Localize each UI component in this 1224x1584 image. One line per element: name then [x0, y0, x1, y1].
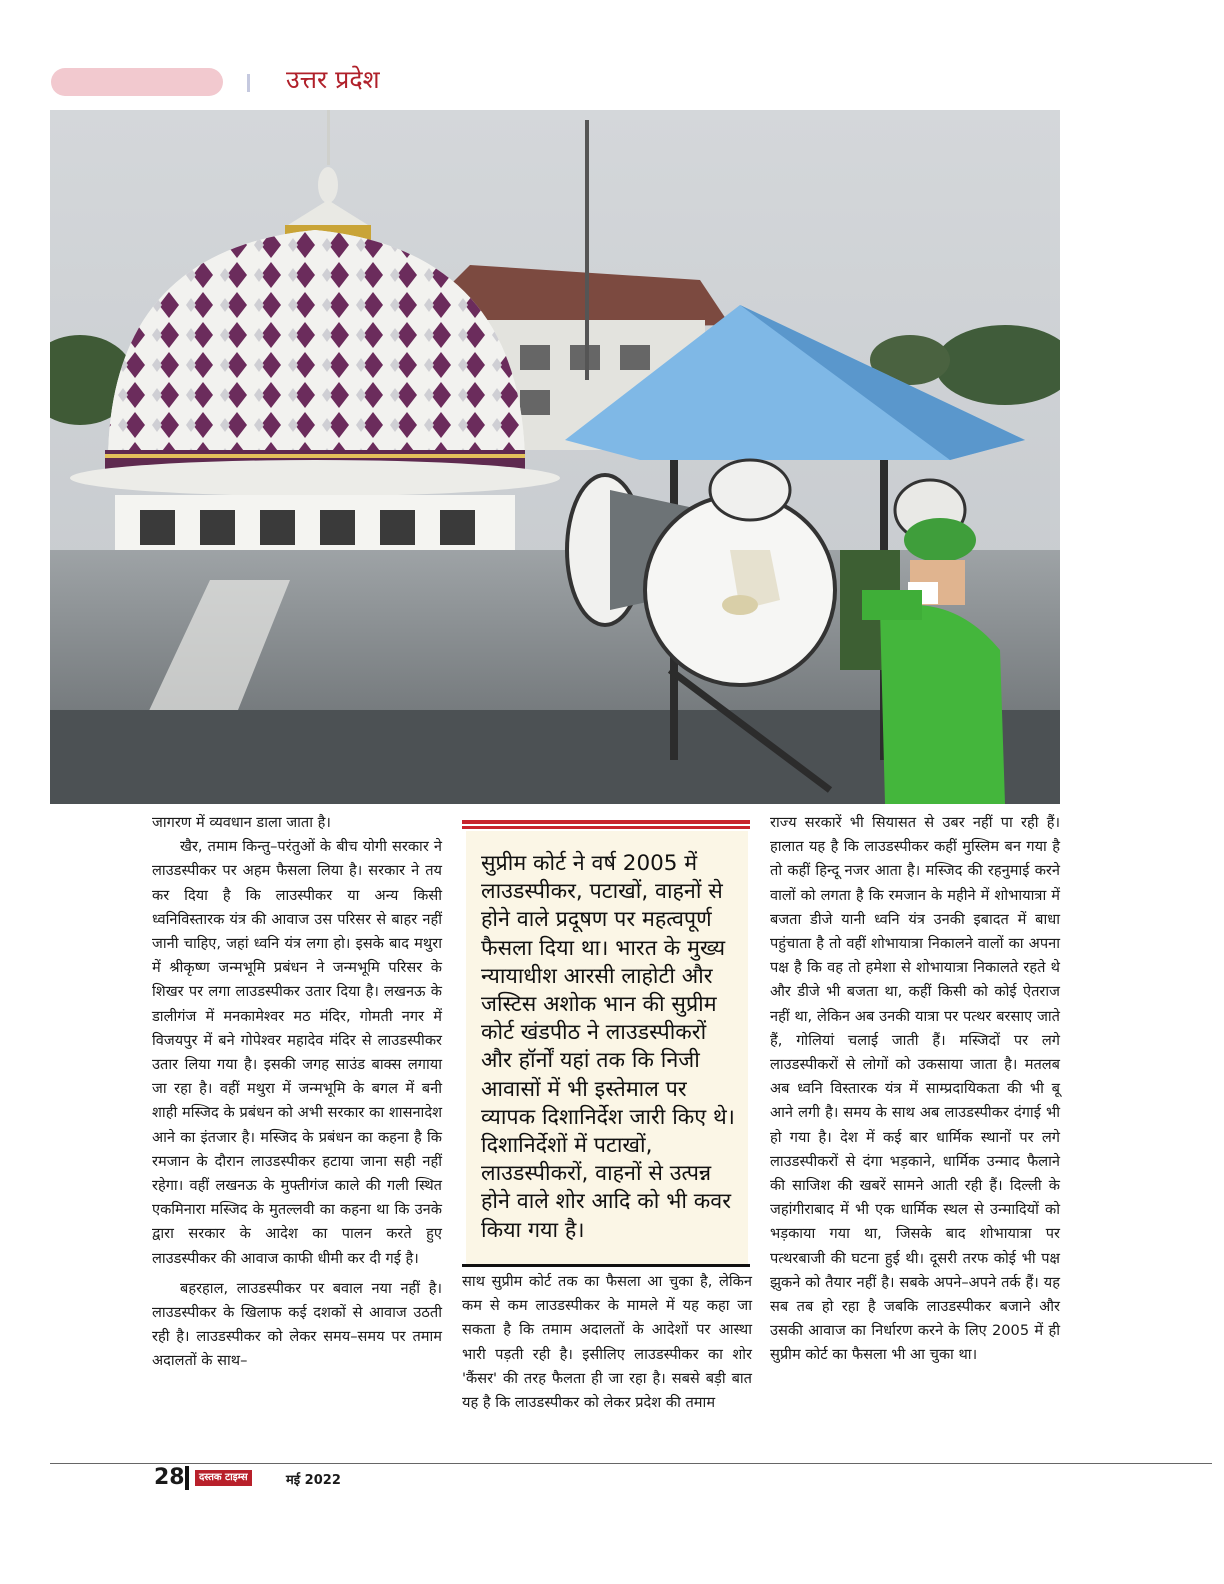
header-tab-pill	[51, 68, 223, 96]
article-photo	[50, 110, 1060, 804]
article-column-3	[770, 811, 1060, 1368]
magazine-logo: दस्तक टाइम्स	[195, 1470, 252, 1486]
article-column-2	[462, 1270, 752, 1415]
paragraph: राज्य सरकारें भी सियासत से उबर नहीं पा रही हैं। हालात यह है कि लाउडस्पीकर कहीं मुस्लिम बन गया है तो कहीं हिन्दू नजर आता है। मस्जिद की रहनुमाई करने वालों को लगता है कि रमजान के महीने में शोभायात्रा में बजता डीजे यानी ध्वनि यंत्र उनकी इबादत में बाधा पहुंचाता है तो वहीं शोभायात्रा निकालने वालों का अपना पक्ष है कि वह तो हमेशा से शोभायात्रा निकालते रहते थे और डीजे भी बजता था, कहीं किसी को कोई ऐतराज नहीं था, लेकिन अब उनकी यात्रा पर पत्थर बरसाए जाते हैं, गोलियां चलाई जाती हैं। मस्जिदों पर लगे लाउडस्पीकरों से लोगों को उकसाया जाता है। मतलब अब ध्वनि विस्तारक यंत्र में साम्प्रदायिकता की भी बू आने लगी है। समय के साथ अब लाउडस्पीकर दंगाई भी हो गया है। देश में कई बार धार्मिक स्थानों पर लगे लाउडस्पीकरों से दंगा भड़काने, धार्मिक उन्माद फैलाने की साजिश की खबरें सामने आती रही हैं। दिल्ली के जहांगीराबाद में भी एक धार्मिक स्थल से उन्मादियों को भड़काया गया था, जिसके बाद शोभायात्रा पर पत्थरबाजी की घटना हुई थी। दूसरी तरफ कोई भी पक्ष झुकने को तैयार नहीं है। सबके अपने–अपने तर्क हैं। यह सब तब हो रहा है जबकि लाउडस्पीकर बजाने और उसकी आवाज का निर्धारण करने के लिए 2005 में ही सुप्रीम कोर्ट का फैसला भी आ चुका था।	[770, 814, 1060, 1364]
footer-rule	[50, 1463, 1212, 1464]
pullquote-rule-top-thin	[462, 826, 750, 829]
article-column-1	[152, 811, 442, 1374]
paragraph: जागरण में व्यवधान डाला जाता है।	[152, 814, 331, 831]
paragraph: साथ सुप्रीम कोर्ट तक का फैसला आ चुका है, लेकिन कम से कम लाउडस्पीकर के मामले में यह कहा जा सकता है कि तमाम अदालतों के आदेशों पर आस्था भारी पड़ती रही है। इसीलिए लाउडस्पीकर का शोर 'कैंसर' की तरह फैलता ही जा रहा है। सबसे बड़ी बात यह है कि लाउडस्पीकर को लेकर प्रदेश की तमाम	[462, 1273, 752, 1412]
pullquote-text: सुप्रीम कोर्ट ने वर्ष 2005 में लाउडस्पीकर, पटाखों, वाहनों से होने वाले प्रदूषण पर महत्वपूर्ण फैसला दिया था। भारत के मुख्य न्यायाधीश आरसी लाहोटी और जस्टिस अशोक भान की सुप्रीम कोर्ट खंडपीठ ने लाउडस्पीकरों और हॉर्नों यहां तक कि निजी आवासों में भी इस्तेमाल पर व्यापक दिशानिर्देश जारी किए थे। दिशानिर्देशों में पटाखों, लाउडस्पीकरों, वाहनों से उत्पन्न होने वाले शोर आदि को भी कवर किया गया है।	[481, 851, 735, 1243]
page-number: 28	[154, 1465, 185, 1490]
header-separator	[247, 74, 250, 92]
section-title: उत्तर प्रदेश	[286, 65, 380, 94]
pullquote-rule-top	[462, 820, 750, 824]
footer-separator	[185, 1466, 189, 1490]
paragraph: बहरहाल, लाउडस्पीकर पर बवाल नया नहीं है। लाउडस्पीकर के खिलाफ कई दशकों से आवाज उठती रही है। लाउडस्पीकर को लेकर समय–समय पर तमाम अदालतों के साथ–	[152, 1279, 442, 1370]
paragraph: खैर, तमाम किन्तु–परंतुओं के बीच योगी सरकार ने लाउडस्पीकर पर अहम फैसला लिया है। सरकार ने तय कर दिया है कि लाउस्पीकर या अन्य किसी ध्वनिविस्तारक यंत्र की आवाज उस परिसर से बाहर नहीं जानी चाहिए, जहां ध्वनि यंत्र लगा हो। इसके बाद मथुरा में श्रीकृष्ण जन्मभूमि प्रबंधन ने जन्मभूमि परिसर के शिखर पर लगा लाउडस्पीकर उतार दिया है। लखनऊ के डालीगंज में मनकामेश्वर मठ मंदिर, गोमती नगर में विजयपुर में बने गोपेश्वर महादेव मंदिर से लाउडस्पीकर उतार लिया गया है। इसकी जगह साउंड बाक्स लगाया जा रहा है। वहीं मथुरा में जन्मभूमि के बगल में बनी शाही मस्जिद के प्रबंधन को अभी सरकार का शासनादेश आने का इंतजार है। मस्जिद के प्रबंधन का कहना है कि रमजान के दौरान लाउडस्पीकर हटाया जाना सही नहीं रहेगा। वहीं लखनऊ के मुफ्तीगंज काले की गली स्थित एकमिनारा मस्जिद के मुतल्लवी का कहना था कि उनके द्वारा सरकार के आदेश का पालन करते हुए लाउडस्पीकर की आवाज काफी धीमी कर दी गई है।	[152, 838, 442, 1267]
issue-date: मई 2022	[286, 1473, 341, 1488]
loudspeaker-photo-illustration	[50, 110, 1060, 804]
pullquote-rule-bottom	[462, 1264, 750, 1267]
